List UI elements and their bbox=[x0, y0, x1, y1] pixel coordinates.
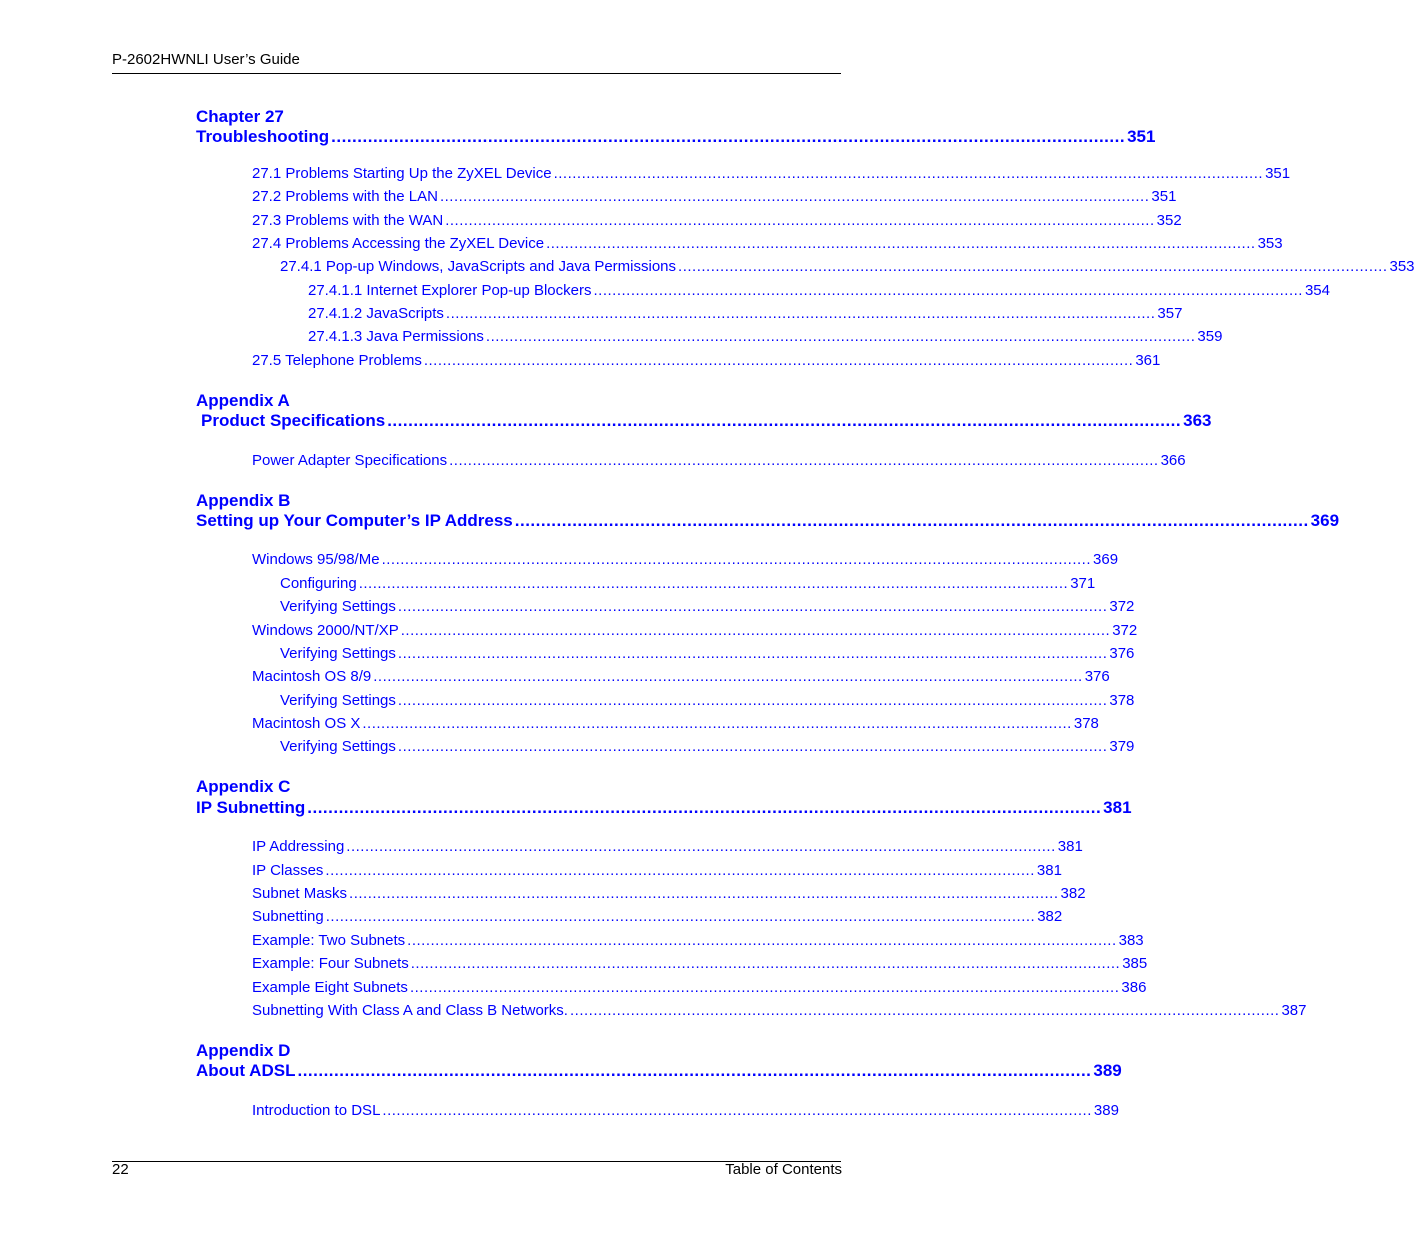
page-number: 376 bbox=[1109, 645, 1135, 662]
dot-leader: ........................................................................................................................................................ bbox=[346, 838, 1056, 855]
appendix-label[interactable]: Appendix A bbox=[196, 391, 290, 410]
page-number: 369 bbox=[1310, 511, 1340, 530]
page-number: 363 bbox=[1183, 411, 1212, 430]
toc-entry-label: Introduction to DSL bbox=[252, 1102, 381, 1119]
page-number: 381 bbox=[1036, 862, 1062, 879]
toc-appendix-title[interactable] bbox=[196, 1060, 1122, 1082]
dot-leader: ........................................................................................................................................................ bbox=[407, 932, 1117, 949]
footer-section-label: Table of Contents bbox=[725, 1161, 842, 1178]
dot-leader: ........................................................................................................................................................ bbox=[593, 282, 1303, 299]
page-number: 376 bbox=[1084, 668, 1110, 685]
dot-leader: ........................................................................................................................................................ bbox=[325, 908, 1036, 925]
page-number: 357 bbox=[1157, 305, 1183, 322]
toc-entry-label: Subnetting With Class A and Class B Networks. bbox=[252, 1002, 568, 1019]
dot-leader: ........................................................................................................................................................ bbox=[387, 411, 1182, 430]
page-number: 372 bbox=[1109, 598, 1135, 615]
dot-leader: ........................................................................................................................................................ bbox=[569, 1002, 1280, 1019]
page-number: 378 bbox=[1073, 715, 1099, 732]
dot-leader: ........................................................................................................................................................ bbox=[349, 885, 1059, 902]
dot-leader: ........................................................................................................................................................ bbox=[678, 258, 1388, 275]
toc-entry-label: 27.4.1.3 Java Permissions bbox=[308, 328, 484, 345]
toc-chapter-title[interactable] bbox=[196, 126, 1156, 148]
toc-entry[interactable] bbox=[252, 861, 1062, 881]
dot-leader: ........................................................................................................................................................ bbox=[397, 738, 1108, 755]
toc-appendix-title[interactable] bbox=[196, 797, 1132, 819]
toc-entry[interactable] bbox=[252, 954, 1148, 974]
toc-entry-label: Configuring bbox=[280, 575, 357, 592]
dot-leader: ........................................................................................................................................................ bbox=[373, 668, 1083, 685]
page-number: 372 bbox=[1112, 622, 1138, 639]
toc-entry[interactable] bbox=[252, 211, 1182, 231]
dot-leader: ........................................................................................................................................................ bbox=[445, 212, 1155, 229]
toc-entry-label: IP Classes bbox=[252, 862, 324, 879]
toc-entry-label: Verifying Settings bbox=[280, 738, 396, 755]
chapter-label[interactable]: Chapter 27 bbox=[196, 107, 284, 126]
page-number: 382 bbox=[1037, 908, 1063, 925]
page-number: 361 bbox=[1135, 352, 1161, 369]
toc-entry[interactable] bbox=[252, 714, 1099, 734]
toc-entry-label: Subnetting bbox=[252, 908, 324, 925]
dot-leader: ........................................................................................................................................................ bbox=[445, 305, 1156, 322]
toc-entry-label: Example: Four Subnets bbox=[252, 955, 409, 972]
dot-leader: ........................................................................................................................................................ bbox=[397, 692, 1108, 709]
toc-entry-label: 27.4.1.2 JavaScripts bbox=[308, 305, 444, 322]
toc-entry[interactable] bbox=[280, 597, 1135, 617]
toc-entry[interactable] bbox=[308, 327, 1223, 347]
dot-leader: ........................................................................................................................................................ bbox=[397, 645, 1108, 662]
header-divider bbox=[112, 73, 841, 74]
toc-entry-label: Windows 95/98/Me bbox=[252, 551, 380, 568]
dot-leader: ........................................................................................................................................................ bbox=[423, 352, 1134, 369]
toc-entry-label: 27.5 Telephone Problems bbox=[252, 352, 422, 369]
footer-page-number: 22 bbox=[112, 1161, 129, 1178]
page-number: 366 bbox=[1160, 452, 1186, 469]
dot-leader: ........................................................................................................................................................ bbox=[358, 575, 1069, 592]
dot-leader: ........................................................................................................................................................ bbox=[553, 165, 1264, 182]
toc-entry-label: 27.4.1.1 Internet Explorer Pop-up Blockers bbox=[308, 282, 592, 299]
toc-entry-label: Verifying Settings bbox=[280, 598, 396, 615]
chapter-title-text: Troubleshooting bbox=[196, 127, 330, 146]
toc-appendix-title[interactable] bbox=[201, 410, 1212, 432]
toc-entry[interactable] bbox=[252, 907, 1063, 927]
toc-entry-label: Windows 2000/NT/XP bbox=[252, 622, 399, 639]
page-number: 353 bbox=[1257, 235, 1283, 252]
toc-entry-label: IP Addressing bbox=[252, 838, 345, 855]
page-number: 387 bbox=[1281, 1002, 1307, 1019]
page-number: 359 bbox=[1197, 328, 1223, 345]
page-number: 382 bbox=[1060, 885, 1086, 902]
page-number: 386 bbox=[1121, 979, 1147, 996]
toc-entry-label: Power Adapter Specifications bbox=[252, 452, 448, 469]
dot-leader: ........................................................................................................................................................ bbox=[409, 979, 1120, 996]
document-header-title: P-2602HWNLI User’s Guide bbox=[112, 51, 300, 68]
toc-entry[interactable] bbox=[252, 621, 1138, 641]
dot-leader: ........................................................................................................................................................ bbox=[439, 188, 1150, 205]
page-number: 381 bbox=[1103, 798, 1132, 817]
toc-entry-label: 27.4 Problems Accessing the ZyXEL Device bbox=[252, 235, 545, 252]
appendix-title-text: Product Specifications bbox=[201, 411, 386, 430]
dot-leader: ........................................................................................................................................................ bbox=[325, 862, 1035, 879]
toc-entry-label: 27.3 Problems with the WAN bbox=[252, 212, 444, 229]
dot-leader: ........................................................................................................................................................ bbox=[307, 798, 1102, 817]
toc-entry[interactable] bbox=[252, 1001, 1307, 1021]
appendix-title-text: About ADSL bbox=[196, 1061, 296, 1080]
toc-entry-label: 27.2 Problems with the LAN bbox=[252, 188, 438, 205]
toc-entry[interactable] bbox=[252, 234, 1283, 254]
toc-entry[interactable] bbox=[280, 691, 1135, 711]
toc-entry-label: 27.4.1 Pop-up Windows, JavaScripts and Java Permissions bbox=[280, 258, 677, 275]
toc-entry[interactable] bbox=[252, 451, 1186, 471]
dot-leader: ........................................................................................................................................................ bbox=[381, 551, 1092, 568]
dot-leader: ........................................................................................................................................................ bbox=[400, 622, 1111, 639]
dot-leader: ........................................................................................................................................................ bbox=[382, 1102, 1092, 1119]
page-number: 383 bbox=[1118, 932, 1144, 949]
toc-entry[interactable] bbox=[252, 1101, 1119, 1121]
toc-entry[interactable] bbox=[252, 931, 1144, 951]
toc-entry[interactable] bbox=[252, 550, 1119, 570]
page-number: 351 bbox=[1127, 127, 1156, 146]
appendix-title-text: IP Subnetting bbox=[196, 798, 306, 817]
toc-appendix-title[interactable] bbox=[196, 510, 1340, 532]
page-number: 378 bbox=[1109, 692, 1135, 709]
toc-entry-label: Macintosh OS X bbox=[252, 715, 361, 732]
appendix-label[interactable]: Appendix B bbox=[196, 491, 291, 510]
dot-leader: ........................................................................................................................................................ bbox=[397, 598, 1108, 615]
toc-entry[interactable] bbox=[252, 351, 1161, 371]
dot-leader: ........................................................................................................................................................ bbox=[331, 127, 1126, 146]
dot-leader: ........................................................................................................................................................ bbox=[362, 715, 1072, 732]
toc-entry[interactable] bbox=[252, 978, 1147, 998]
dot-leader: ........................................................................................................................................................ bbox=[410, 955, 1121, 972]
page-number: 351 bbox=[1265, 165, 1291, 182]
appendix-title-text: Setting up Your Computer’s IP Address bbox=[196, 511, 513, 530]
toc-entry-label: Verifying Settings bbox=[280, 692, 396, 709]
toc-entry[interactable] bbox=[252, 187, 1177, 207]
page-number: 353 bbox=[1389, 258, 1415, 275]
toc-entry[interactable] bbox=[280, 737, 1135, 757]
page-number: 379 bbox=[1109, 738, 1135, 755]
page-number: 352 bbox=[1156, 212, 1182, 229]
page-number: 371 bbox=[1070, 575, 1096, 592]
appendix-label[interactable]: Appendix D bbox=[196, 1041, 291, 1060]
page-number: 385 bbox=[1122, 955, 1148, 972]
dot-leader: ........................................................................................................................................................ bbox=[449, 452, 1159, 469]
toc-entry[interactable] bbox=[280, 257, 1415, 277]
appendix-label[interactable]: Appendix C bbox=[196, 777, 291, 796]
toc-entry-label: Example Eight Subnets bbox=[252, 979, 408, 996]
page-number: 351 bbox=[1151, 188, 1177, 205]
dot-leader: ........................................................................................................................................................ bbox=[546, 235, 1256, 252]
toc-entry-label: Subnet Masks bbox=[252, 885, 348, 902]
toc-entry[interactable] bbox=[252, 164, 1291, 184]
toc-entry[interactable] bbox=[252, 667, 1110, 687]
toc-entry-label: Macintosh OS 8/9 bbox=[252, 668, 372, 685]
dot-leader: ........................................................................................................................................................ bbox=[485, 328, 1196, 345]
page-number: 354 bbox=[1304, 282, 1330, 299]
toc-entry[interactable] bbox=[308, 304, 1183, 324]
toc-entry[interactable] bbox=[252, 837, 1083, 857]
toc-entry-label: Example: Two Subnets bbox=[252, 932, 406, 949]
toc-entry[interactable] bbox=[280, 574, 1096, 594]
toc-entry[interactable] bbox=[280, 644, 1135, 664]
toc-entry[interactable] bbox=[252, 884, 1086, 904]
dot-leader: ........................................................................................................................................................ bbox=[297, 1061, 1092, 1080]
dot-leader: ........................................................................................................................................................ bbox=[514, 511, 1309, 530]
toc-entry-label: Verifying Settings bbox=[280, 645, 396, 662]
toc-entry-label: 27.1 Problems Starting Up the ZyXEL Device bbox=[252, 165, 552, 182]
toc-entry[interactable] bbox=[308, 281, 1330, 301]
page-number: 389 bbox=[1093, 1061, 1122, 1080]
page-number: 389 bbox=[1093, 1102, 1119, 1119]
page-number: 369 bbox=[1093, 551, 1119, 568]
page-number: 381 bbox=[1057, 838, 1083, 855]
